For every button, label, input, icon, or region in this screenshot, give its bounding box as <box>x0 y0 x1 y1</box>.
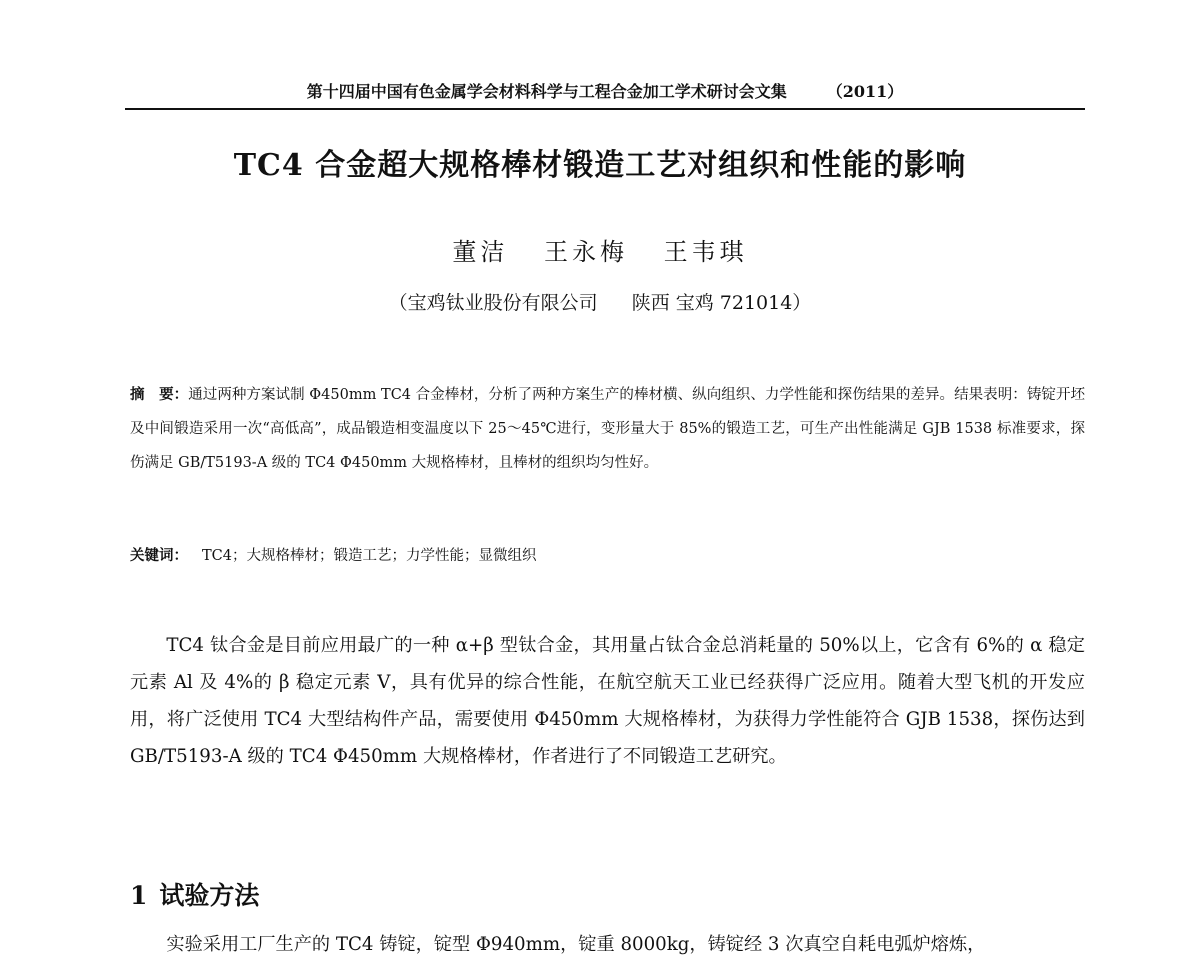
abstract-text: 通过两种方案试制 Φ450mm TC4 合金棒材，分析了两种方案生产的棒材横、纵向组织、力学性能和探伤结果的差异。结果表明：铸锭开坯及中间锻造采用一次“高低高”，成品锻造相变温度以下 25～45℃进行，变形量大于 85%的锻造工艺，可生产出性能满足 GJB 1538 标准要求，探伤满足 GB/T5193-A 级的 TC4 Φ450mm 大规格棒材，且棒材的组织均匀性好。 <box>130 387 1085 471</box>
paper-title: TC4 合金超大规格棒材锻造工艺对组织和性能的影响 <box>233 148 967 183</box>
affiliation-org: （宝鸡钛业股份有限公司 <box>388 292 598 314</box>
running-header <box>125 80 1085 110</box>
affiliation <box>0 288 1200 315</box>
abstract <box>130 378 1085 480</box>
abstract-label: 摘 要： <box>130 386 189 403</box>
author-name: 王韦琪 <box>663 238 748 266</box>
author-name: 王永梅 <box>544 238 628 266</box>
intro-paragraph: TC4 钛合金是目前应用最广的一种 α+β 型钛合金，其用量占钛合金总消耗量的 50%以上，它含有 6%的 α 稳定元素 Al 及 4%的 β 稳定元素 V，具有优异的综合性能，在航空航天工业已经获得广泛应用。随着大型飞机的开发应用，将广泛使用 TC4 大型结构件产品，需要使用 Φ450mm 大规格棒材，为获得力学性能符合 GJB 1538，探伤达到 GB/T5193-A 级的 TC4 Φ450mm 大规格棒材，作者进行了不同锻造工艺研究。 <box>130 635 1085 767</box>
proceedings-title: 第十四届中国有色金属学会材料科学与工程合金加工学术研讨会文集 <box>306 82 787 101</box>
keywords-text: TC4；大规格棒材；锻造工艺；力学性能；显微组织 <box>202 548 537 564</box>
keywords <box>130 541 1085 571</box>
section-title: 试验方法 <box>159 881 260 910</box>
author-list <box>0 232 1200 267</box>
keywords-label: 关键词： <box>130 547 188 564</box>
author-name: 董洁 <box>452 238 509 266</box>
section-heading <box>130 876 259 912</box>
affiliation-location: 陕西 宝鸡 721014） <box>631 292 812 314</box>
section-number: 1 <box>130 881 148 910</box>
section1-paragraph: 实验采用工厂生产的 TC4 铸锭，锭型 Φ940mm，锭重 8000kg，铸锭经 3 次真空自耗电弧炉熔炼， <box>166 934 986 955</box>
proceedings-year: （2011） <box>826 82 904 101</box>
